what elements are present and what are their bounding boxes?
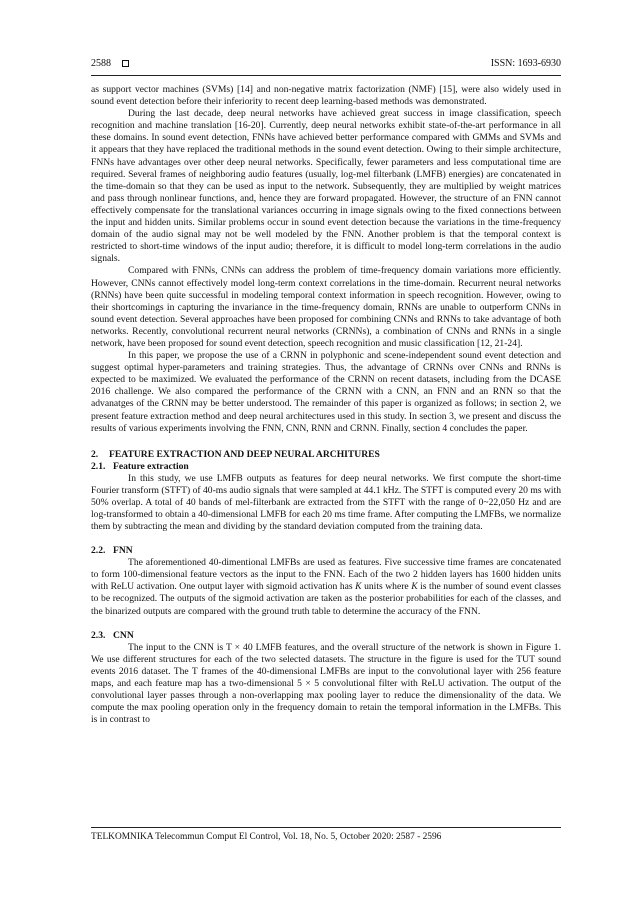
subsection-title: FNN xyxy=(113,545,133,557)
paragraph-1: as support vector machines (SVMs) [14] and non-negative matrix factorization (NMF) [15], were also widely used in sound event detection before their inferiority to recent deep learning-based methods was demonstrated. xyxy=(91,84,561,108)
page-body xyxy=(91,84,561,726)
square-bullet-icon xyxy=(122,60,129,67)
subsection-heading-2-1 xyxy=(91,461,561,473)
text-run: units where xyxy=(361,581,412,593)
subsection-heading-2-3 xyxy=(91,630,561,642)
subsection-number: 2.3. xyxy=(91,629,106,641)
section-number: 2. xyxy=(91,448,99,460)
paragraph-2: During the last decade, deep neural networks have achieved great success in image classification, speech recognition and machine translation [16-20]. Currently, deep neural networks exhibit state-of-the-art performance in all these domains. In sound event detection, FNNs have achieved better performance compared with GMMs and SVMs and it appears that they have replaced the traditional methods in the sound event detection. Owing to their simple architecture, FNNs have advantages over other deep neural networks. Specifically, fewer parameters and less computational time are required. Several frames of neighboring audio features (usually, log-mel filterbank (LMFB) energies) are concatenated in the time-domain so that they can be used as input to the network. Subsequently, they are multiplied by weight matrices and pass through nonlinear functions, and, hence they are forward propagated. However, the structure of an FNN cannot effectively compensate for the translational variances occurring in image signals owing to the fixed connections between the input and hidden units. Similar problems occur in sound event detection because the variations in the time-frequency domain of the audio signal may not be well modeled by the FNN. Another problem is that the temporal context is restricted to short-time windows of the input audio; therefore, it is difficult to model long-term correlations in the audio signals. xyxy=(91,108,561,265)
section-title: FEATURE EXTRACTION AND DEEP NEURAL ARCHITURES xyxy=(109,448,380,460)
header-rule xyxy=(91,75,561,76)
footer-rule xyxy=(91,827,561,828)
text-run: is the number of sound event classes to be recognized. The outputs of the sigmoid activation are taken as the posterior probabilities for each of the classes, and the binarized outputs are compared with the ground truth table to determine the accuracy of the FNN. xyxy=(91,581,561,617)
variable-k: K xyxy=(355,581,362,593)
paragraph-4: In this paper, we propose the use of a CRNN in polyphonic and scene-independent sound event detection and suggest optimal hyper-parameters and training strategies. Thus, the advantage of CRNNs over CNNs and RNNs is expected to be maximized. We evaluated the performance of the CRNN on recent datasets, including from the DCASE 2016 challenge. We also compared the performance of the CRNN with a CNN, an FNN and an RNN so that the advanatges of the CRNN may be better understood. The remainder of this paper is organized as follows; in section 2, we present feature extraction method and deep neural architectures used in this study. In section 3, we present and discuss the results of various experiments involving the FNN, CNN, RNN and CRNN. Finally, section 4 concludes the paper. xyxy=(91,350,561,434)
subsection-number: 2.2. xyxy=(91,545,106,557)
page-footer: TELKOMNIKA Telecommun Comput El Control, Vol. 18, No. 5, October 2020: 2587 - 2596 xyxy=(91,832,442,842)
subsection-number: 2.1. xyxy=(91,460,106,472)
issn-label: ISSN: 1693-6930 xyxy=(490,58,561,69)
subsection-heading-2-2 xyxy=(91,545,561,557)
paragraph-7: The input to the CNN is T × 40 LMFB features, and the overall structure of the network is shown in Figure 1. We use different structures for each of the two selected datasets. The structure in the figure is used for the TUT sound events 2016 dataset. The T frames of the 40-dimensional LMFBs are input to the convolutional layer with 256 feature maps, and each feature map has a two-dimensional 5 × 5 convolutional filter with ReLU activation. The output of the convolutional layer passes through a non-overlapping max pooling layer to reduce the dimensionality of the data. We compute the max pooling operation only in the frequency domain to retain the temporal information in the LMFBs. This is in contrast to xyxy=(91,641,561,726)
paragraph-6 xyxy=(91,557,561,617)
subsection-title: CNN xyxy=(113,629,134,641)
paragraph-5: In this study, we use LMFB outputs as features for deep neural networks. We first compute the short-time Fourier transform (STFT) of 40-ms audio signals that were sampled at 44.1 kHz. The STFT is computed every 20 ms with 50% overlap. A total of 40 bands of mel-filterbank are extracted from the STFT with the range of 0~22,050 Hz and are log-transformed to obtain a 40-dimensional LMFB for each 20 ms time frame. After computing the LMFBs, we normalize them by subtracting the mean and dividing by the standard deviation computed from the training data. xyxy=(91,472,561,533)
subsection-title: Feature extraction xyxy=(113,460,189,472)
variable-k: K xyxy=(411,581,418,593)
page-header xyxy=(91,58,561,74)
section-heading-2 xyxy=(91,449,561,461)
paragraph-3: Compared with FNNs, CNNs can address the problem of time-frequency domain variations more efficiently. However, CNNs cannot effectively model long-term context correlations in the time-domain. Recurrent neural networks (RNNs) have been quite successful in modeling temporal context information in speech recognition. However, owing to their shortcomings in capturing the invariance in the time-frequency domain, RNNs are unable to outperform CNNs in sound event detection. Several approaches have been proposed for combining CNNs and RNNs to take advantage of both networks. Recently, convolutional recurrent neural networks (CRNNs), a combination of CNNs and RNNs in a single network, have been proposed for sound event detection, speech recognition and music classification [12, 21-24]. xyxy=(91,265,561,349)
text-run: The aforementioned 40-dimentional LMFBs are used as features. Five successive time frames are concatenated to form 100-dimensional feature vectors as the input to the FNN. Each of the two 2 hidden layers has 1600 hidden units with ReLU activation. One output layer with sigmoid activation has xyxy=(91,557,561,593)
page-number: 2588 xyxy=(91,58,111,69)
